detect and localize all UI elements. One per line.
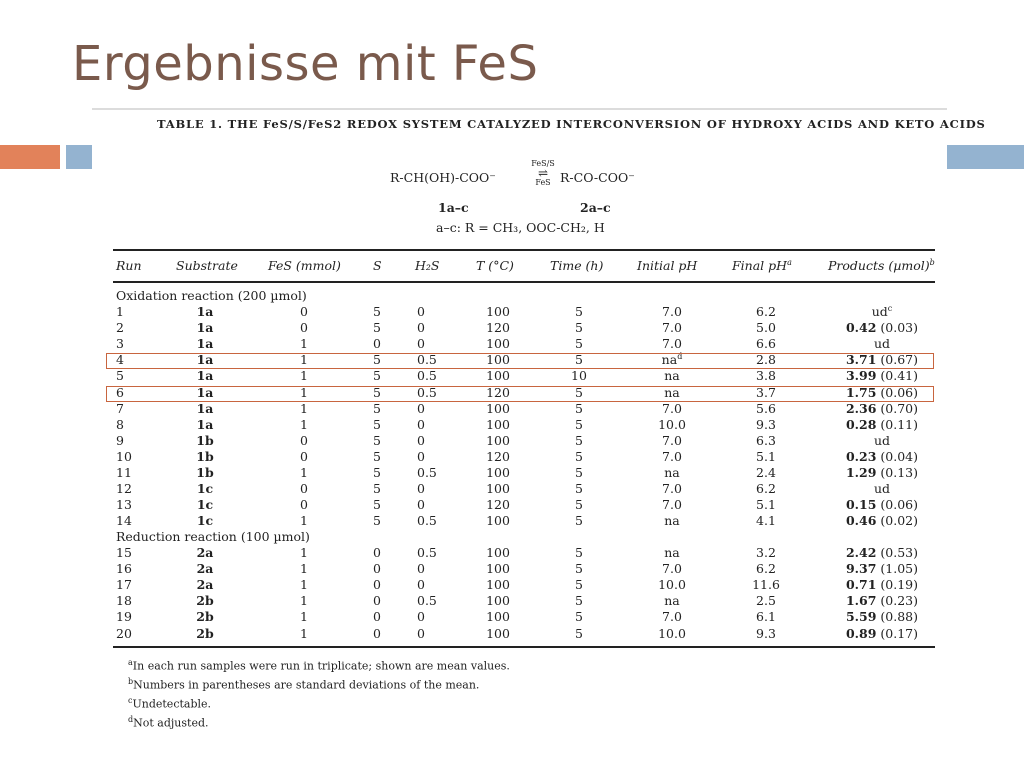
cell-h2s: 0 — [417, 609, 425, 625]
cell-time: 5 — [575, 545, 583, 560]
cell-fes: 1 — [300, 400, 308, 416]
cell-initial-ph: 7.0 — [662, 609, 682, 625]
cell-final-ph: 6.3 — [756, 432, 776, 448]
cell-temperature: 100 — [486, 352, 510, 368]
cell-products — [836, 626, 928, 641]
cell-temperature: 100 — [486, 561, 510, 577]
cell-time: 5 — [575, 336, 583, 352]
header-final-ph-label: Final pH — [732, 258, 788, 274]
cell-initial-ph: na — [664, 593, 680, 609]
cell-final-ph: 3.2 — [756, 545, 776, 560]
cell-temperature: 120 — [486, 497, 510, 513]
cell-time: 5 — [575, 497, 583, 513]
footnote-mark: a — [128, 658, 133, 667]
cell-substrate: 1b — [196, 465, 214, 480]
cell-substrate: 1c — [196, 497, 214, 513]
cell-time: 5 — [575, 416, 583, 432]
cell-substrate: 1a — [196, 416, 214, 432]
cell-products-value: 0.15 — [845, 497, 877, 513]
footnote — [128, 655, 510, 674]
footnote-text: Numbers in parentheses are standard deviations of the mean. — [133, 678, 480, 692]
cell-products-value: 1.29 — [845, 465, 877, 480]
cell-run: 4 — [116, 352, 124, 368]
cell-final-ph: 6.2 — [756, 561, 776, 577]
cell-run: 17 — [116, 577, 132, 593]
cell-products-sd: (0.23) — [876, 593, 918, 609]
cell-products-value: 9.37 — [845, 561, 877, 577]
cell-substrate: 1a — [196, 304, 214, 319]
cell-run: 10 — [116, 448, 132, 464]
cell-fes: 0 — [300, 320, 308, 336]
cell-temperature: 100 — [486, 513, 510, 529]
cell-time: 5 — [575, 400, 583, 416]
cell-s: 5 — [373, 432, 381, 448]
cell-products-value: 0.46 — [845, 513, 877, 529]
footnote-mark: c — [128, 696, 133, 706]
cell-products — [836, 593, 928, 608]
cell-products-sd: (0.17) — [876, 625, 918, 641]
cell-initial-ph-sup: d — [677, 352, 683, 362]
cell-temperature: 100 — [486, 465, 510, 480]
cell-initial-ph: na — [664, 545, 680, 560]
cell-h2s: 0 — [417, 400, 425, 416]
section-oxidation: Oxidation reaction (200 µmol) — [116, 288, 307, 303]
cell-final-ph: 6.1 — [756, 609, 776, 625]
footnote-mark: b — [128, 677, 134, 687]
cell-fes: 1 — [300, 593, 308, 609]
highlight-box — [106, 353, 934, 369]
cell-time: 5 — [575, 625, 583, 641]
cell-initial-ph: 7.0 — [662, 304, 682, 319]
cell-time: 5 — [575, 577, 583, 593]
header-products — [828, 258, 935, 273]
accent-bar-blue-right — [947, 145, 1024, 169]
cell-time: 5 — [575, 609, 583, 625]
cell-h2s: 0 — [417, 625, 425, 641]
header-substrate: Substrate — [176, 258, 238, 273]
table-top-rule — [113, 249, 935, 251]
cell-s: 5 — [373, 416, 381, 432]
cell-time: 10 — [571, 368, 587, 384]
cell-products-value: 3.71 — [845, 352, 877, 368]
cell-fes: 1 — [300, 416, 308, 432]
cell-products-value: 5.59 — [845, 609, 877, 625]
cell-h2s: 0.5 — [417, 545, 437, 560]
cell-run: 6 — [116, 384, 124, 400]
cell-s: 5 — [373, 448, 381, 464]
cell-products — [836, 497, 928, 512]
highlight-box — [106, 386, 934, 402]
cell-time: 5 — [575, 465, 583, 480]
cell-fes: 0 — [300, 432, 308, 448]
cell-s: 5 — [373, 320, 381, 336]
header-s: S — [373, 258, 382, 273]
cell-products-sd: (0.41) — [876, 368, 918, 384]
equilibrium-arrow-icon: ⇌ — [537, 166, 549, 180]
cell-products-sd: (0.70) — [876, 400, 918, 416]
cell-final-ph: 6.2 — [756, 481, 776, 497]
cell-temperature: 100 — [486, 481, 510, 497]
cell-products-value: 1.67 — [845, 593, 877, 609]
cell-h2s: 0 — [417, 561, 425, 577]
cell-final-ph: 2.8 — [756, 352, 776, 368]
cell-time: 5 — [575, 384, 583, 400]
cell-products-value: 3.99 — [845, 368, 877, 384]
cell-run: 7 — [116, 400, 124, 416]
equilibrium-arrow — [527, 159, 559, 187]
cell-final-ph: 9.3 — [756, 625, 776, 641]
cell-products — [836, 433, 928, 448]
cell-substrate: 1a — [196, 320, 214, 336]
table-caption: TABLE 1. THE FeS/S/FeS2 REDOX SYSTEM CATALYZED INTERCONVERSION OF HYDROXY ACIDS AND KETO ACIDS — [157, 117, 986, 131]
cell-fes: 1 — [300, 545, 308, 560]
cell-h2s: 0.5 — [417, 465, 437, 480]
cell-s: 5 — [373, 304, 381, 319]
cell-substrate: 1c — [196, 481, 214, 497]
cell-temperature: 100 — [486, 304, 510, 319]
cell-initial-ph: na — [664, 384, 680, 400]
cell-temperature: 100 — [486, 609, 510, 625]
cell-time: 5 — [575, 352, 583, 368]
cell-h2s: 0.5 — [417, 513, 437, 529]
header-products-label: Products (µmol) — [828, 258, 930, 274]
cell-temperature: 100 — [486, 368, 510, 384]
cell-final-ph: 4.1 — [756, 513, 776, 529]
footnote — [128, 674, 510, 693]
cell-temperature: 100 — [486, 336, 510, 352]
cell-initial-ph: 7.0 — [662, 336, 682, 352]
cell-products-sd: (0.02) — [876, 513, 918, 529]
cell-fes: 1 — [300, 561, 308, 577]
cell-products — [836, 417, 928, 432]
cell-initial-ph: 7.0 — [662, 320, 682, 336]
cell-fes: 1 — [300, 465, 308, 480]
cell-initial-ph: 10.0 — [658, 416, 686, 432]
arrow-bottom-label: FeS — [535, 178, 551, 187]
cell-products — [836, 368, 928, 383]
cell-s: 5 — [373, 368, 381, 384]
cell-initial-ph: 7.0 — [662, 400, 682, 416]
cell-time: 5 — [575, 513, 583, 529]
cell-run: 13 — [116, 497, 132, 513]
cell-fes: 1 — [300, 625, 308, 641]
cell-h2s: 0 — [417, 577, 425, 593]
cell-run: 3 — [116, 336, 124, 352]
cell-products-sd: (0.06) — [876, 384, 918, 400]
cell-final-ph: 6.6 — [756, 336, 776, 352]
cell-substrate: 1a — [196, 352, 214, 368]
cell-h2s: 0 — [417, 304, 425, 319]
cell-initial-ph: 10.0 — [658, 625, 686, 641]
cell-initial-ph: 7.0 — [662, 481, 682, 497]
cell-products-sd: (0.03) — [876, 320, 918, 336]
cell-final-ph: 3.7 — [756, 384, 776, 400]
cell-time: 5 — [575, 561, 583, 577]
footnote-text: Not adjusted. — [133, 717, 209, 731]
cell-products — [836, 481, 928, 496]
cell-fes: 1 — [300, 368, 308, 384]
cell-run: 8 — [116, 416, 124, 432]
cell-run: 9 — [116, 432, 124, 448]
cell-products-value: 1.75 — [845, 384, 877, 400]
header-temperature: T (°C) — [476, 258, 514, 273]
accent-bar-blue-left — [66, 145, 92, 169]
cell-run: 5 — [116, 368, 124, 384]
cell-fes: 1 — [300, 609, 308, 625]
cell-time: 5 — [575, 481, 583, 497]
cell-initial-ph: $na^d$ — [661, 352, 683, 368]
scheme-reactant: R-CH(OH)-COO⁻ — [390, 170, 496, 185]
cell-temperature: 120 — [486, 448, 510, 464]
cell-temperature: 100 — [486, 577, 510, 593]
footnote-mark: d — [128, 715, 134, 725]
cell-time: 5 — [575, 593, 583, 609]
cell-final-ph: 6.2 — [756, 304, 776, 319]
cell-products-value: ud — [873, 481, 891, 497]
accent-bar-orange — [0, 145, 60, 169]
header-products-sup: b — [929, 258, 935, 267]
cell-h2s: 0 — [417, 416, 425, 432]
cell-temperature: 100 — [486, 593, 510, 609]
cell-initial-ph: 10.0 — [658, 577, 686, 593]
cell-h2s: 0 — [417, 336, 425, 352]
cell-time: 5 — [575, 448, 583, 464]
header-run: Run — [116, 258, 142, 273]
cell-h2s: 0.5 — [417, 384, 437, 400]
cell-products — [836, 304, 928, 319]
footnote — [128, 712, 510, 731]
cell-fes: 0 — [300, 497, 308, 513]
cell-final-ph: 5.1 — [756, 497, 776, 513]
cell-products-sd: (0.11) — [876, 416, 918, 432]
cell-initial-ph: 7.0 — [662, 448, 682, 464]
cell-products — [836, 561, 928, 576]
cell-final-ph: 11.6 — [752, 577, 780, 593]
cell-initial-ph: 7.0 — [662, 497, 682, 513]
scheme-label-left: 1a–c — [438, 200, 469, 215]
cell-initial-ph: na — [664, 513, 680, 529]
cell-substrate: 2b — [196, 593, 214, 609]
cell-run: 20 — [116, 625, 132, 641]
cell-time: 5 — [575, 304, 583, 319]
cell-substrate: 2b — [196, 609, 214, 625]
cell-run: 14 — [116, 513, 132, 529]
cell-temperature: 100 — [486, 416, 510, 432]
cell-products — [836, 609, 928, 624]
cell-products — [836, 320, 928, 335]
footnote-text: Undetectable. — [132, 697, 212, 711]
cell-h2s: 0.5 — [417, 352, 437, 368]
cell-fes: 1 — [300, 513, 308, 529]
cell-products-sd: (1.05) — [876, 561, 918, 577]
scheme-legend: a–c: R = CH₃, OOC-CH₂, H — [436, 220, 605, 235]
cell-temperature: 100 — [486, 400, 510, 416]
cell-s: 5 — [373, 400, 381, 416]
footnotes — [128, 655, 510, 732]
section-reduction: Reduction reaction (100 µmol) — [116, 529, 310, 544]
cell-run: 1 — [116, 304, 124, 319]
cell-h2s: 0 — [417, 497, 425, 513]
cell-h2s: 0.5 — [417, 368, 437, 384]
cell-run: 18 — [116, 593, 132, 609]
cell-substrate: 2a — [196, 561, 214, 577]
arrow-top-label: FeS/S — [531, 159, 555, 168]
cell-s: 0 — [373, 577, 381, 593]
cell-h2s: 0 — [417, 320, 425, 336]
cell-products — [836, 513, 928, 528]
cell-initial-ph: 7.0 — [662, 561, 682, 577]
cell-s: 0 — [373, 336, 381, 352]
cell-fes: 1 — [300, 336, 308, 352]
cell-s: 0 — [373, 561, 381, 577]
cell-products-sd: (0.19) — [876, 577, 918, 593]
cell-h2s: 0 — [417, 481, 425, 497]
cell-products-sd: (0.06) — [876, 497, 918, 513]
cell-s: 0 — [373, 593, 381, 609]
cell-run: 16 — [116, 561, 132, 577]
header-final-ph-sup: a — [787, 258, 792, 267]
cell-products-value: 2.42 — [845, 545, 877, 560]
cell-substrate: 1a — [196, 368, 214, 384]
cell-substrate: 2a — [196, 545, 214, 560]
cell-products-value: ud — [873, 336, 891, 352]
cell-h2s: 0 — [417, 432, 425, 448]
cell-run: 19 — [116, 609, 132, 625]
cell-time: 5 — [575, 320, 583, 336]
cell-temperature: 100 — [486, 432, 510, 448]
cell-time: 5 — [575, 432, 583, 448]
cell-products-value: 0.89 — [845, 625, 877, 641]
footnote — [128, 693, 510, 712]
cell-fes: 0 — [300, 481, 308, 497]
cell-products — [836, 336, 928, 351]
cell-products-value: 0.71 — [845, 577, 877, 593]
cell-final-ph: 5.1 — [756, 448, 776, 464]
slide-title: Ergebnisse mit FeS — [72, 36, 539, 92]
cell-final-ph: 2.5 — [756, 593, 776, 609]
cell-final-ph: 5.0 — [756, 320, 776, 336]
cell-products-value: 0.28 — [845, 416, 877, 432]
cell-substrate: 1a — [196, 336, 214, 352]
cell-s: 5 — [373, 513, 381, 529]
cell-fes: 0 — [300, 448, 308, 464]
cell-products — [836, 401, 928, 416]
cell-products-value: ud — [873, 432, 891, 448]
cell-products-value: 2.36 — [845, 400, 877, 416]
cell-final-ph: 5.6 — [756, 400, 776, 416]
cell-run: 15 — [116, 545, 132, 560]
cell-final-ph: 9.3 — [756, 416, 776, 432]
cell-s: 0 — [373, 609, 381, 625]
cell-final-ph: 3.8 — [756, 368, 776, 384]
cell-h2s: 0.5 — [417, 593, 437, 609]
cell-s: 0 — [373, 625, 381, 641]
cell-products-sd: (0.53) — [876, 545, 918, 560]
cell-fes: 1 — [300, 577, 308, 593]
cell-products-sd: (0.04) — [876, 448, 918, 464]
cell-products-value: 0.42 — [845, 320, 877, 336]
cell-products-value: ud — [871, 304, 888, 320]
cell-h2s: 0 — [417, 448, 425, 464]
cell-substrate: 1a — [196, 400, 214, 416]
header-final-ph — [732, 258, 792, 273]
cell-fes: 1 — [300, 352, 308, 368]
table-header-rule — [113, 281, 935, 283]
cell-products — [836, 545, 928, 560]
cell-substrate: 2b — [196, 625, 214, 641]
cell-products — [836, 465, 928, 480]
cell-temperature: 100 — [486, 625, 510, 641]
cell-temperature: 120 — [486, 320, 510, 336]
header-time: Time (h) — [550, 258, 604, 273]
footnote-text: In each run samples were run in triplicate; shown are mean values. — [132, 659, 510, 673]
cell-initial-ph: 7.0 — [662, 432, 682, 448]
cell-substrate: 2a — [196, 577, 214, 593]
cell-products-sd: (0.67) — [876, 352, 918, 368]
cell-products-value: 0.23 — [845, 448, 877, 464]
cell-products-sd: (0.88) — [876, 609, 918, 625]
scheme-label-right: 2a–c — [580, 200, 611, 215]
cell-products — [836, 449, 928, 464]
cell-products-sup: c — [887, 304, 893, 313]
cell-temperature: 100 — [486, 545, 510, 560]
cell-substrate: 1c — [196, 513, 214, 529]
header-fes: FeS (mmol) — [268, 258, 341, 273]
cell-initial-ph: na — [664, 368, 680, 384]
cell-s: 5 — [373, 384, 381, 400]
cell-initial-ph: na — [664, 465, 680, 480]
cell-fes: 1 — [300, 384, 308, 400]
table-bottom-rule — [113, 646, 935, 648]
cell-fes: 0 — [300, 304, 308, 319]
header-initial-ph: Initial pH — [637, 258, 698, 273]
cell-s: 0 — [373, 545, 381, 560]
title-divider — [92, 108, 947, 110]
cell-substrate: 1a — [196, 384, 214, 400]
header-h2s: H₂S — [415, 258, 440, 273]
cell-s: 5 — [373, 481, 381, 497]
cell-final-ph: 2.4 — [756, 465, 776, 480]
cell-s: 5 — [373, 497, 381, 513]
cell-products-sd: (0.13) — [876, 465, 918, 480]
scheme-product: R-CO-COO⁻ — [560, 170, 635, 185]
cell-temperature: 120 — [486, 384, 510, 400]
cell-run: 2 — [116, 320, 124, 336]
cell-run: 12 — [116, 481, 132, 497]
cell-run: 11 — [116, 465, 132, 480]
cell-substrate: 1b — [196, 432, 214, 448]
cell-substrate: 1b — [196, 448, 214, 464]
cell-products — [836, 577, 928, 592]
cell-s: 5 — [373, 465, 381, 480]
cell-s: 5 — [373, 352, 381, 368]
